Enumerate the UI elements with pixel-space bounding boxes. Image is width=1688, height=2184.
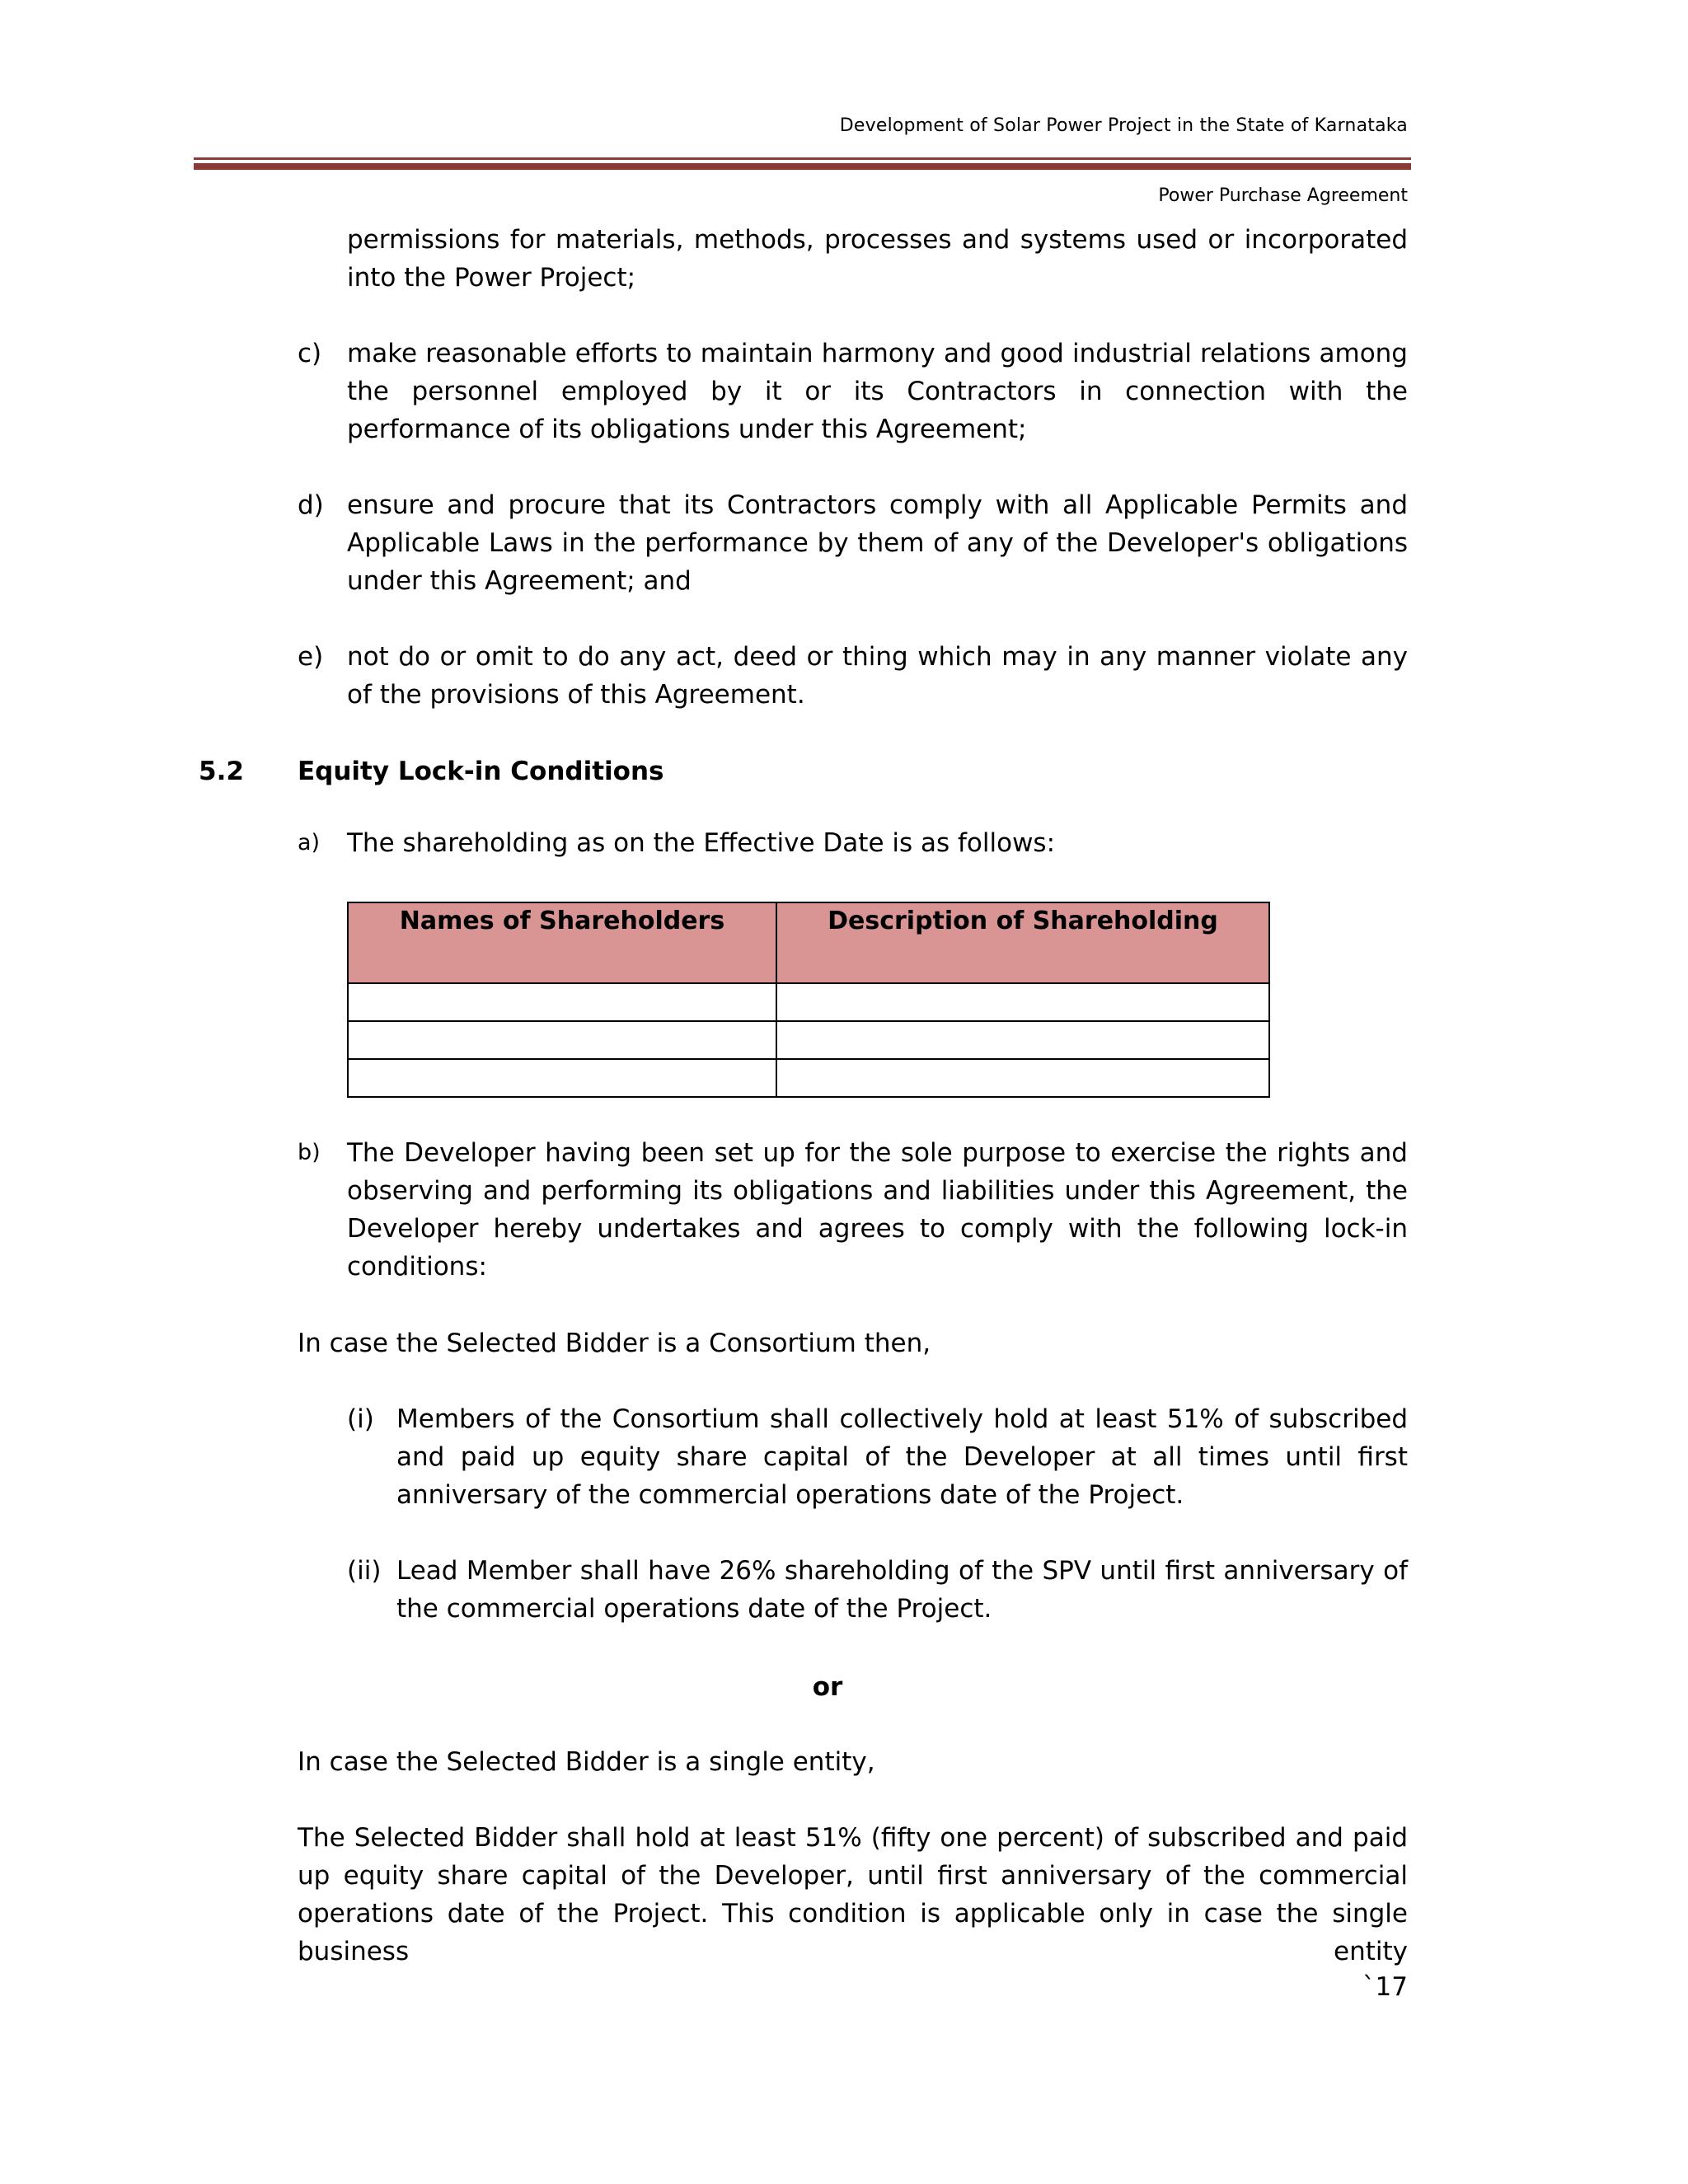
list-item-label: b) xyxy=(298,1140,321,1165)
table-cell xyxy=(776,983,1269,1021)
list-item-label: e) xyxy=(298,642,324,672)
list-item-text: The Developer having been set up for the sole purpose to exercise the rights and observing and performing its obligations and liabilities under this Agreement, the Developer hereby undertakes and agrees to comply with the following lock-in conditions: xyxy=(347,1138,1408,1282)
single-entity-intro: In case the Selected Bidder is a single entity, xyxy=(298,1747,875,1777)
section-number: 5.2 xyxy=(199,757,244,786)
continuation-paragraph: permissions for materials, methods, processes and systems used or incorporated into the Power Project; xyxy=(347,225,1408,293)
table-row xyxy=(348,1021,1269,1059)
list-item-b xyxy=(298,1134,1408,1291)
consortium-intro: In case the Selected Bidder is a Consortium then, xyxy=(298,1329,931,1358)
table-cell xyxy=(348,983,776,1021)
sub-item-text: Members of the Consortium shall collectively hold at least 51% of subscribed and paid up equity share capital of the Developer at all times until first anniversary of the commercial operations date of the Project. xyxy=(396,1404,1408,1510)
list-item-text: not do or omit to do any act, deed or thing which may in any manner violate any of the provisions of this Agreement. xyxy=(347,642,1408,710)
or-separator: or xyxy=(812,1672,843,1702)
sub-item-text: Lead Member shall have 26% shareholding of the SPV until first anniversary of the commercial operations date of the Project. xyxy=(396,1556,1408,1624)
table-cell xyxy=(776,1021,1269,1059)
sub-item-ii xyxy=(347,1552,1408,1631)
list-item-e xyxy=(298,638,1408,717)
header-rule-thick xyxy=(194,163,1411,170)
shareholding-table xyxy=(347,902,1270,1098)
page-number: `17 xyxy=(1362,1972,1408,2002)
table-cell xyxy=(348,1059,776,1097)
sub-item-label: (i) xyxy=(347,1404,374,1434)
table-header-description: Description of Shareholding xyxy=(776,902,1269,983)
list-item-d xyxy=(298,486,1408,602)
table-cell xyxy=(776,1059,1269,1097)
list-item-text: make reasonable efforts to maintain harmony and good industrial relations among the personnel employed by it or its Contractors in connection with the performance of its obligations under this Agreement; xyxy=(347,339,1408,444)
list-item-label: a) xyxy=(298,830,321,855)
document-header-title: Development of Solar Power Project in the State of Karnataka xyxy=(839,115,1408,136)
table-row xyxy=(348,1059,1269,1097)
single-entity-paragraph: The Selected Bidder shall hold at least 51% (fifty one percent) of subscribed and paid up equity share capital of the Developer, until first anniversary of the commercial operations date of the Project. This condition is applicable only in case the single business entity xyxy=(298,1823,1408,1966)
list-item-text: The shareholding as on the Effective Date is as follows: xyxy=(347,828,1056,858)
header-rule-thin xyxy=(194,157,1411,160)
list-item-label: c) xyxy=(298,339,322,368)
list-item-c xyxy=(298,335,1408,450)
table-cell xyxy=(348,1021,776,1059)
table-header-row xyxy=(348,902,1269,983)
document-header-subtitle: Power Purchase Agreement xyxy=(1158,185,1408,206)
sub-item-i xyxy=(347,1400,1408,1516)
table-header-names: Names of Shareholders xyxy=(348,902,776,983)
section-title: Equity Lock-in Conditions xyxy=(298,757,664,786)
table-row xyxy=(348,983,1269,1021)
list-item-text: ensure and procure that its Contractors comply with all Applicable Permits and Applicable Laws in the performance by them of any of the Developer's obligations under this Agreement; and xyxy=(347,490,1408,596)
sub-item-label: (ii) xyxy=(347,1556,382,1586)
list-item-label: d) xyxy=(298,490,324,520)
list-item-a xyxy=(298,824,1408,865)
